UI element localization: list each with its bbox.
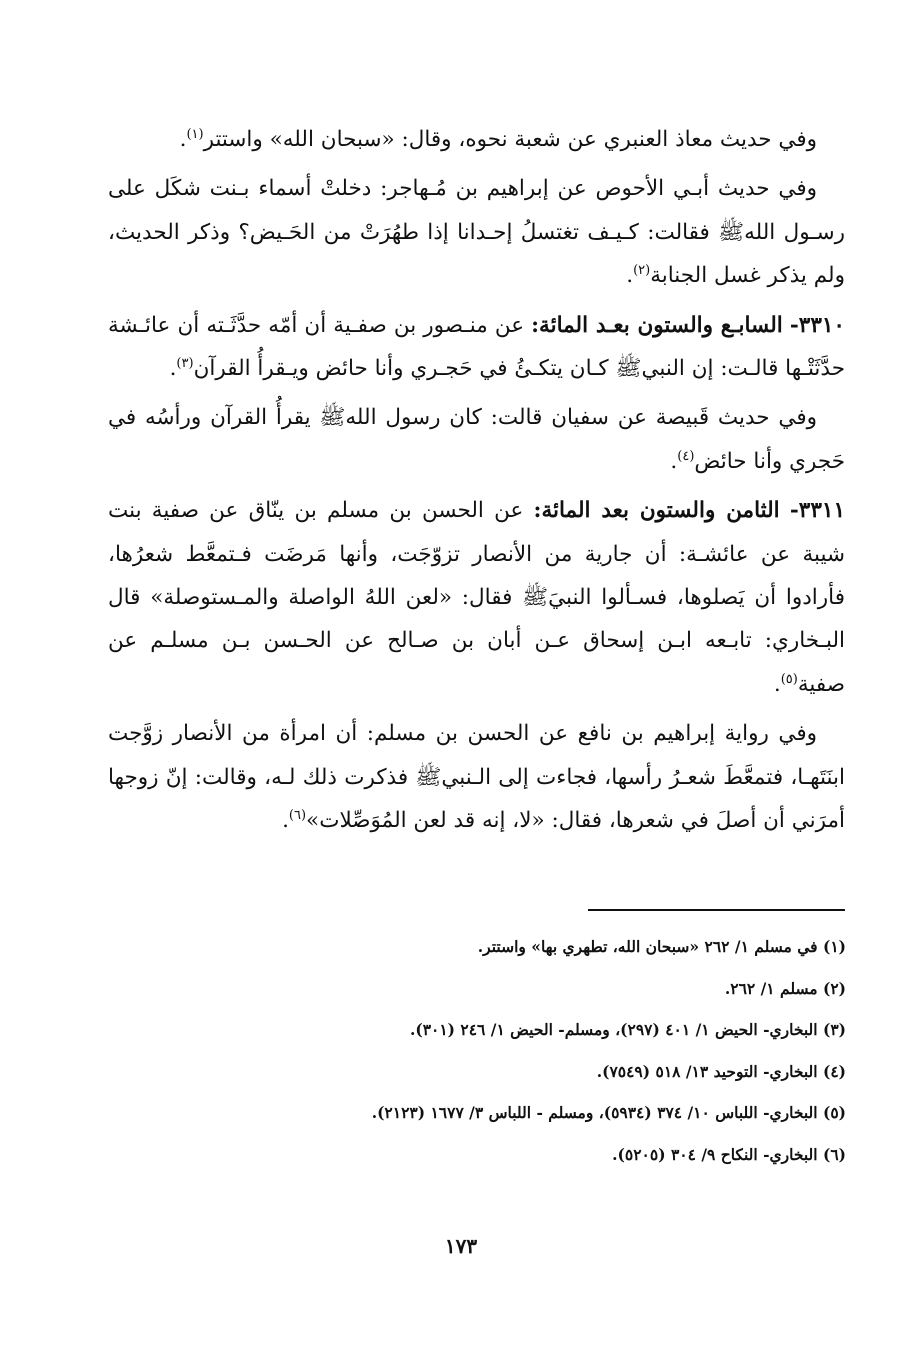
paragraph-text: وفي رواية إبراهيم بن نافع عن الحسن بن مسلم: أن امرأة من الأنصار زوَّجت ابنَتَهـا، فتمعَّطَ شعـرُ رأسها، فجاءت إلى الـنبيﷺ فذكرت ذلك لـه، وقالت: إنّ زوجها أمرَني أن أصلَ في شعرها، فقال: «لا، إنه قد لعن المُوَصِّلات» (108, 721, 845, 834)
footnote-1: (١) في مسلم ١/ ٢٦٢ «سبحان الله، تطهري بها» واستتر. (477, 937, 846, 956)
paragraph-end: . (282, 808, 289, 834)
paragraph-2 (108, 167, 845, 297)
footnote-marker: (٣) (176, 355, 194, 371)
paragraph-end: . (169, 356, 177, 382)
paragraph-6 (108, 712, 845, 842)
paragraph-end: . (626, 263, 634, 289)
footnote-5: (٥) البخاري- اللباس ١٠/ ٣٧٤ (٥٩٣٤)، ومسلم - اللباس ٣/ ١٦٧٧ (٢١٢٣). (371, 1103, 846, 1122)
footnote-3: (٣) البخاري- الحيض ١/ ٤٠١ (٢٩٧)، ومسلم- الحيض ١/ ٢٤٦ (٣٠١). (409, 1020, 846, 1039)
footnotes (250, 926, 846, 1175)
hadith-number: ٣٣١١- (789, 498, 845, 524)
footnote-marker: (١) (186, 126, 204, 142)
hadith-3310 (108, 304, 845, 391)
main-text (108, 118, 845, 849)
paragraph-end: . (670, 448, 678, 474)
paragraph-text: وفي حديث قَبيصة عن سفيان قالت: كان رسول اللهﷺ يقرأُ القرآن ورأسُه في حَجري وأنا حائض (108, 405, 845, 474)
footnote-2: (٢) مسلم ١/ ٢٦٢. (724, 978, 846, 998)
footnote-6: (٦) البخاري- النكاح ٩/ ٣٠٤ (٥٢٠٥). (612, 1144, 846, 1164)
hadith-title: الثامن والستون بعد المائة: (533, 498, 780, 524)
hadith-3311 (108, 489, 845, 706)
paragraph-1 (108, 118, 845, 161)
footnote-marker: (٢) (633, 263, 651, 279)
footnote-marker: (٥) (780, 671, 798, 687)
footnote-separator (588, 909, 845, 911)
paragraph-text: وفي حديث معاذ العنبري عن شعبة نحوه، وقال: «سبحان الله» واستتر (203, 127, 817, 152)
footnote-marker: (٦) (288, 807, 307, 823)
paragraph-end: . (179, 127, 187, 152)
footnote-4: (٤) البخاري- التوحيد ١٣/ ٥١٨ (٧٥٤٩). (596, 1061, 846, 1081)
page-number: ١٧٣ (444, 1234, 478, 1258)
paragraph-text: عن منـصور بن صفـية أن أمّه حدَّثَـته أن عائـشة حدَّثَتْـها قالـت: إن النبيﷺ كـان يتكـئُ في حَجـري وأنا حائض ويـقرأُ القرآن (108, 312, 845, 382)
paragraph-end: . (773, 671, 781, 697)
hadith-number: ٣٣١٠- (789, 312, 845, 338)
paragraph-text: وفي حديث أبـي الأحوص عن إبراهيم بن مُـهاجر: دخلتْ أسماء بـنت شكَل على رسـول اللهﷺ فقالت: كـيـف تغتسلُ إحـدانا إذا طهُرَتْ من الحَـيض؟ وذكر الحديث، ولم يذكر غسل الجنابة (108, 176, 845, 289)
hadith-title: السابـع والستون بعـد المائة: (531, 312, 783, 338)
paragraph-4 (108, 396, 845, 483)
paragraph-text: عن الحسن بن مسلم بن ينّاق عن صفية بنت شيبة عن عائشـة: أن جارية من الأنصار تزوّجَت، وأنها مَرضَت فـتمعَّط شعرُها، فأرادوا أن يَصلوها، فسـألوا النبيَﷺ فقال: «لعن اللهُ الواصلة والمـستوصلة» قال البـخاري: تابـعه ابـن إسحاق عـن أبان بن صـالح عن الحـسن بـن مسلـم عن صفية (108, 498, 845, 697)
footnote-marker: (٤) (677, 448, 695, 464)
